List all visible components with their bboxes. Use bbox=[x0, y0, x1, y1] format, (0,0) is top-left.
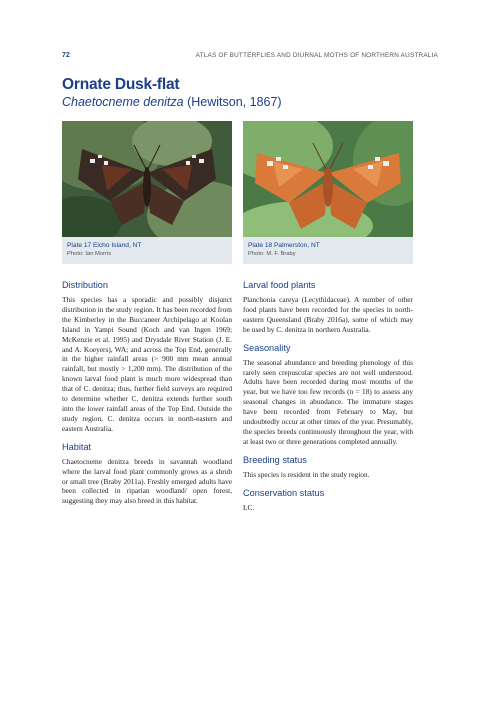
habitat-text: Chaetocneme denitza breeds in savannah woodland where the larval food plant commonly grows as a shrub or small tree (Braby 2011a). Freshly emerged adults have been collected in riparian woodland/ open forest, suggesting they may also breed in this habitat. bbox=[62, 456, 232, 506]
seasonality-heading: Seasonality bbox=[243, 342, 291, 353]
photo-credit: Photo: Ian Morris bbox=[67, 251, 112, 257]
breeding-status-text: This species is resident in the study region. bbox=[243, 469, 370, 479]
left-column bbox=[62, 280, 232, 514]
plate-18-photo bbox=[243, 121, 413, 237]
species-common-name: Ornate Dusk-flat bbox=[62, 76, 180, 93]
species-authority: (Hewitson, 1867) bbox=[187, 95, 282, 109]
plate-17-caption-box bbox=[62, 237, 232, 264]
running-title: ATLAS OF BUTTERFLIES AND DIURNAL MOTHS OF NORTHERN AUSTRALIA bbox=[195, 52, 438, 59]
species-scientific-line bbox=[62, 95, 282, 109]
plate-caption: Plate 18 Palmerston, NT bbox=[248, 242, 320, 249]
conservation-status-heading: Conservation status bbox=[243, 487, 325, 498]
larval-food-heading: Larval food plants bbox=[243, 280, 316, 290]
breeding-status-heading: Breeding status bbox=[243, 454, 307, 465]
larval-food-text: Planchonia careya (Lecythidaceae). A number of other food plants have been recorded for the species in north-eastern Queensland (Braby 2016a), some of which may be used by C. denitza in northern Australia. bbox=[243, 295, 413, 334]
distribution-heading: Distribution bbox=[62, 280, 108, 290]
plate-caption: Plate 17 Elcho Island, NT bbox=[67, 242, 142, 249]
distribution-text: This species has a sporadic and possibly disjunct distribution in the study region. It has been recorded from the Kimberley in the Buccaneer Archipelago at Koolan Island in Yampi Sound (Koch and van Ingen 1969; McKenzie et al. 1995) and Drysdale River Station (J. E. and A. Koeyers), WA; and across the Top End, generally in the higher rainfall areas (> 900 mm mean annual rainfall, but mostly > 1,200 mm). The distribution of the known larval food plant is much more widespread than that of C. denitza; thus, further field surveys are required to determine whether C. denitza extends further south into the lower rainfall areas of the Top End. Outside the study region, C. denitza occurs in north-eastern and eastern Australia. bbox=[62, 295, 232, 433]
plate-18-caption-box bbox=[243, 237, 413, 264]
seasonality-text: The seasonal abundance and breeding phenology of this rarely seen crepuscular species are not well understood. Adults have been recorded during most months of the year, but we have too few records (n = 18) to assess any seasonal changes in abundance. The immature stages have been recorded from February to May, but undoubtedly occur at other times of the year. Presumably, the species breeds continuously throughout the year, with at least two or three generations completed annually. bbox=[243, 357, 413, 446]
habitat-heading: Habitat bbox=[62, 441, 92, 452]
plate-17-photo bbox=[62, 121, 232, 237]
butterfly-photo-dark bbox=[62, 121, 232, 237]
page-number: 72 bbox=[62, 52, 70, 59]
running-header bbox=[62, 52, 438, 64]
butterfly-photo-orange bbox=[243, 121, 413, 237]
scientific-name: Chaetocneme denitza bbox=[62, 95, 184, 109]
conservation-status-text: LC. bbox=[243, 502, 255, 512]
photo-credit: Photo: M. F. Braby bbox=[248, 251, 296, 257]
right-column bbox=[243, 280, 413, 521]
